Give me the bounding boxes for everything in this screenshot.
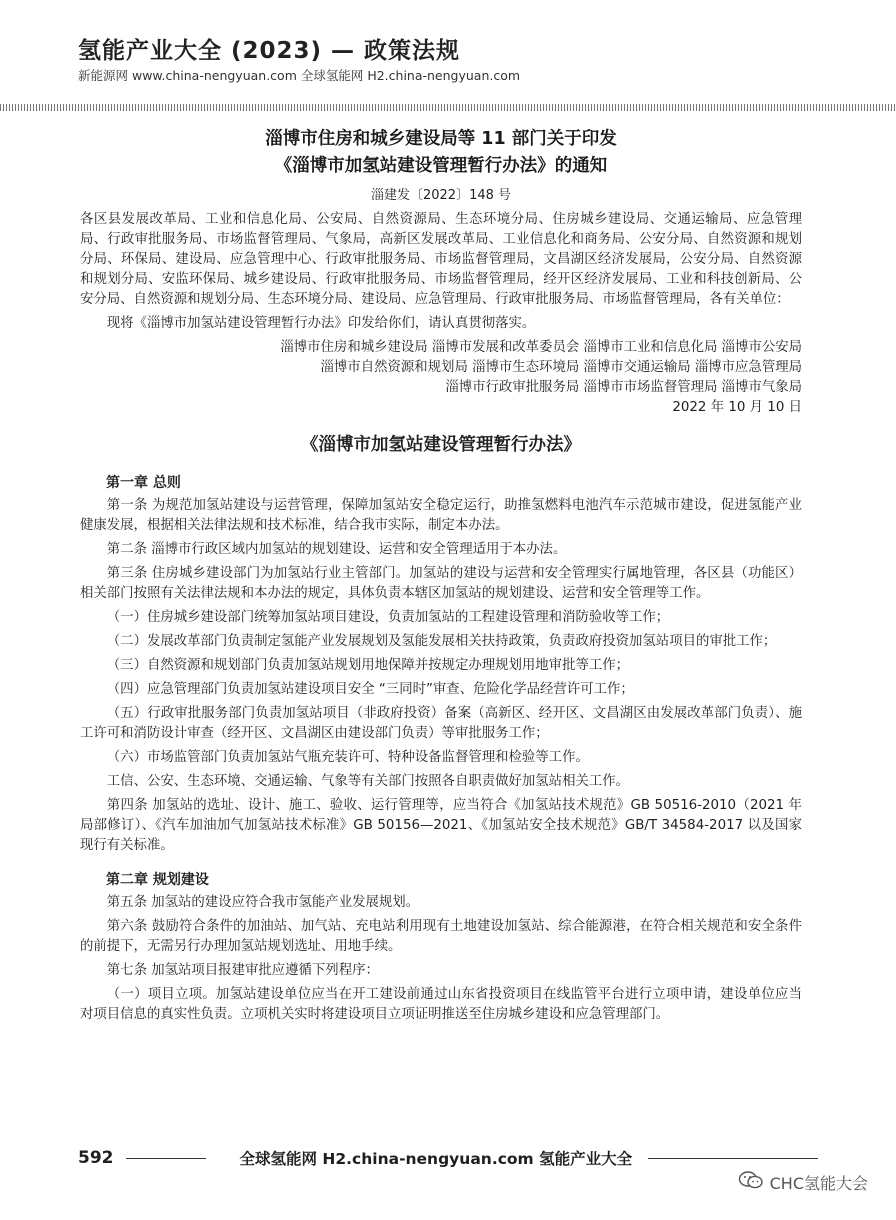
paragraph: 第七条 加氢站项目报建审批应遵循下列程序： [106,963,379,978]
paragraph: 第六条 鼓励符合条件的加油站、加气站、充电站利用现有土地建设加氢站、综合能源港，在符合相关规范和安全条件的前提下，无需另行办理加氢站规划选址、用地手续。 [80,919,802,954]
recipients: 各区县发展改革局、工业和信息化局、公安局、自然资源局、生态环境分局、住房城乡建设局、交通运输局、应急管理局、行政审批服务局、市场监督管理局、气象局，高新区发展改革局、工业信息化和商务局、公安分局、自然资源和规划分局、环保局、建设局、应急管理中心、行政审批服务局、市场监督管理局，文昌湖区经济发展局，公安分局、自然资源和规划分局、安监环保局、城乡建设局、行政审批服务局、市场监督管理局，经开区经济发展局、工业和科技创新局、公安分局、自然资源和规划分局、生态环境分局、建设局、应急管理局、行政审批服务局、市场监督管理局，各有关单位： [80,212,802,307]
signer-line: 淄博市行政审批服务局 淄博市市场监督管理局 淄博市气象局 [445,380,802,395]
paragraph: 第三条 住房城乡建设部门为加氢站行业主管部门。加氢站的建设与运营和安全管理实行属地管理，各区县（功能区）相关部门按照有关法律法规和本办法的规定，具体负责本辖区加氢站的规划建设、运营和安全管理等工作。 [80,566,802,601]
paragraph: 第一条 为规范加氢站建设与运营管理，保障加氢站安全稳定运行，助推氢燃料电池汽车示范城市建设，促进氢能产业健康发展，根据相关法律法规和技术标准，结合我市实际，制定本办法。 [80,498,802,533]
paragraph: （一）项目立项。加氢站建设单位应当在开工建设前通过山东省投资项目在线监管平台进行立项申请，建设单位应当对项目信息的真实性负责。立项机关实时将建设项目立项证明推送至住房城乡建设和应急管理部门。 [80,987,802,1022]
paragraph: 工信、公安、生态环境、交通运输、气象等有关部门按照各自职责做好加氢站相关工作。 [106,774,630,789]
watermark-text: CHC氢能大会 [769,1173,868,1193]
footer-divider [648,1158,818,1159]
paragraph: （三）自然资源和规划部门负责加氢站规划用地保障并按规定办理规划用地审批等工作； [106,658,630,673]
paragraph: 第四条 加氢站的选址、设计、施工、验收、运行管理等，应当符合《加氢站技术规范》GB 50516-2010（2021 年局部修订）、《汽车加油加气加氢站技术标准》GB 50156—2021、《加氢站安全技术规范》GB/T 34584-2017 以及国家现行有关标准。 [80,798,802,853]
paragraph: 第二条 淄博市行政区域内加氢站的规划建设、运营和安全管理适用于本办法。 [106,542,567,557]
watermark [738,1170,868,1194]
paragraph: （四）应急管理部门负责加氢站建设项目安全 “三同时”审查、危险化学品经营许可工作； [106,682,634,697]
document-body [80,126,802,1025]
page-number: 592 [78,1148,114,1168]
header-divider [0,104,896,111]
header-title: 氢能产业大全 (2023) — 政策法规 [78,38,461,64]
notice-title-line1: 淄博市住房和城乡建设局等 11 部门关于印发 [265,129,617,149]
measures-title: 《淄博市加氢站建设管理暂行办法》 [301,435,581,455]
paragraph: （一）住房城乡建设部门统筹加氢站项目建设，负责加氢站的工程建设管理和消防验收等工作； [106,610,670,625]
notice-date: 2022 年 10 月 10 日 [672,400,802,415]
signer-line: 淄博市住房和城乡建设局 淄博市发展和改革委员会 淄博市工业和信息化局 淄博市公安局 [280,340,802,355]
paragraph: （二）发展改革部门负责制定氢能产业发展规划及氢能发展相关扶持政策，负责政府投资加氢站项目的审批工作； [106,634,777,649]
notice-body: 现将《淄博市加氢站建设管理暂行办法》印发给你们，请认真贯彻落实。 [106,316,536,331]
doc-number: 淄建发〔2022〕148 号 [370,188,512,203]
chapter-heading: 第一章 总则 [106,475,181,491]
paragraph: （六）市场监管部门负责加氢站气瓶充装许可、特种设备监督管理和检验等工作。 [106,750,589,765]
notice-title-line2: 《淄博市加氢站建设管理暂行办法》的通知 [274,156,608,176]
header-sources: 新能源网 www.china-nengyuan.com 全球氢能网 H2.china-nengyuan.com [78,68,521,83]
footer-divider [126,1158,206,1159]
page-footer [78,1146,818,1170]
wechat-icon [738,1170,764,1194]
paragraph: 第五条 加氢站的建设应符合我市氢能产业发展规划。 [106,895,420,910]
footer-text: 全球氢能网 H2.china-nengyuan.com 氢能产业大全 [239,1150,633,1168]
signer-line: 淄博市自然资源和规划局 淄博市生态环境局 淄博市交通运输局 淄博市应急管理局 [320,360,802,375]
chapter-heading: 第二章 规划建设 [106,872,209,888]
paragraph: （五）行政审批服务部门负责加氢站项目（非政府投资）备案（高新区、经开区、文昌湖区由发展改革部门负责）、施工许可和消防设计审查（经开区、文昌湖区由建设部门负责）等审批服务工作； [80,706,802,741]
